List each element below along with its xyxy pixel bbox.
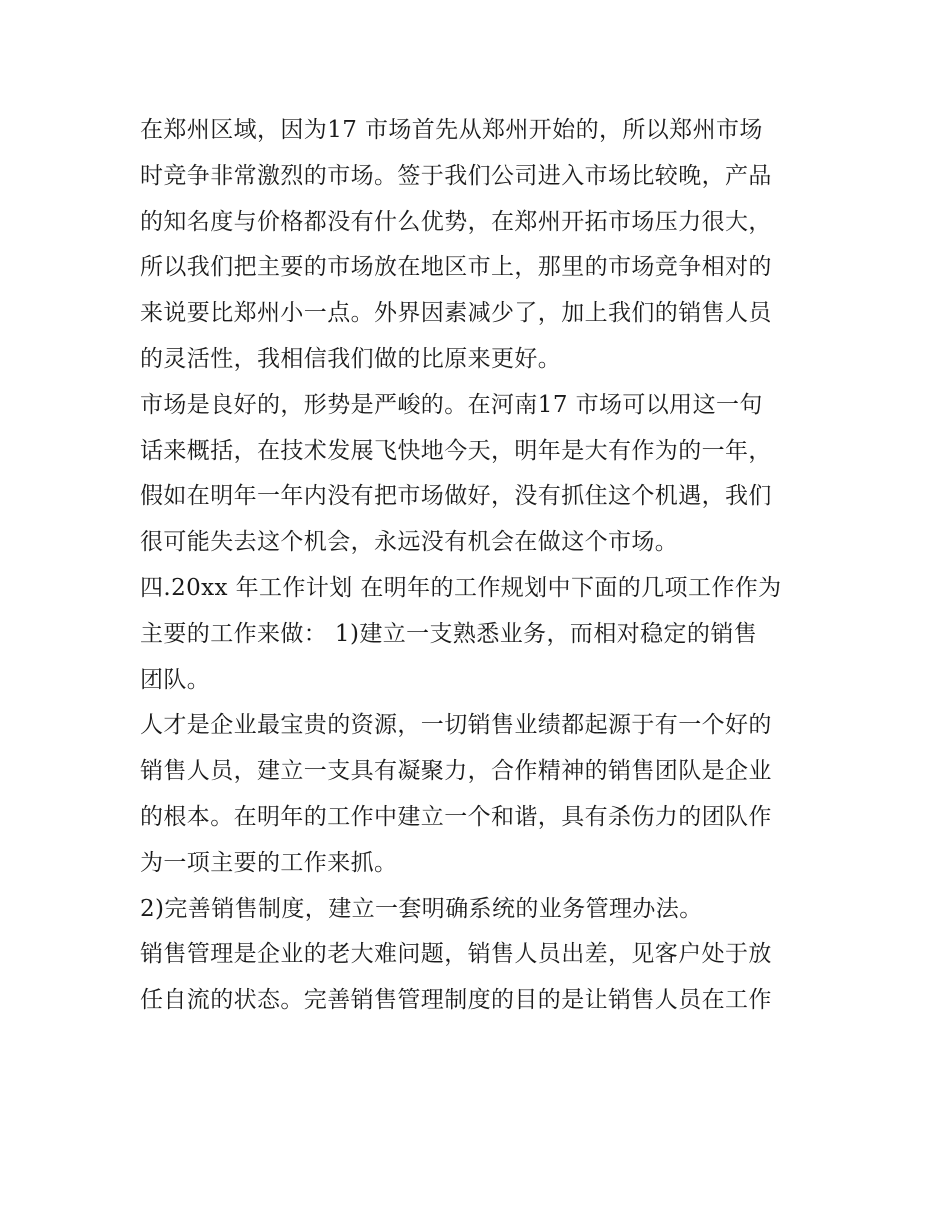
- text-line-19: 销售管理是企业的老大难问题，销售人员出差，见客户处于放: [140, 941, 772, 968]
- text-line-6: 的灵活性，我相信我们做的比原来更好。: [140, 345, 562, 372]
- text-line-17: 为一项主要的工作来抓。: [140, 849, 398, 876]
- text-line-5: 来说要比郑州小一点。外界因素减少了，加上我们的销售人员: [140, 300, 772, 327]
- list-item-sales-system: 2)完善销售制度，建立一套明确系统的业务管理办法。: [140, 895, 703, 922]
- body-text: [140, 108, 820, 1024]
- text-line-16: 的根本。在明年的工作中建立一个和谐，具有杀伤力的团队作: [140, 803, 772, 830]
- text-line-3: 的知名度与价格都没有什么优势，在郑州开拓市场压力很大，: [140, 208, 772, 235]
- text-line-4: 所以我们把主要的市场放在地区市上，那里的市场竞争相对的: [140, 254, 772, 281]
- text-line-2: 时竞争非常激烈的市场。签于我们公司进入市场比较晚，产品: [140, 162, 772, 189]
- text-line-15: 销售人员，建立一支具有凝聚力，合作精神的销售团队是企业: [140, 758, 772, 785]
- text-line-14: 人才是企业最宝贵的资源，一切销售业绩都起源于有一个好的: [140, 712, 772, 739]
- text-line-13: 团队。: [140, 666, 211, 693]
- text-line-8: 话来概括，在技术发展飞快地今天，明年是大有作为的一年，: [140, 437, 772, 464]
- section-heading-work-plan: 四.20xx 年工作计划 在明年的工作规划中下面的几项工作作为: [140, 574, 782, 601]
- text-line-10: 很可能失去这个机会，永远没有机会在做这个市场。: [140, 529, 679, 556]
- text-line-12: 主要的工作来做： 1)建立一支熟悉业务，而相对稳定的销售: [140, 620, 758, 647]
- text-line-9: 假如在明年一年内没有把市场做好，没有抓住这个机遇，我们: [140, 483, 772, 510]
- text-line-1: 在郑州区域，因为17 市场首先从郑州开始的，所以郑州市场: [140, 117, 763, 143]
- text-line-7: 市场是良好的，形势是严峻的。在河南17 市场可以用这一句: [140, 391, 763, 418]
- text-line-20: 任自流的状态。完善销售管理制度的目的是让销售人员在工作: [140, 987, 772, 1014]
